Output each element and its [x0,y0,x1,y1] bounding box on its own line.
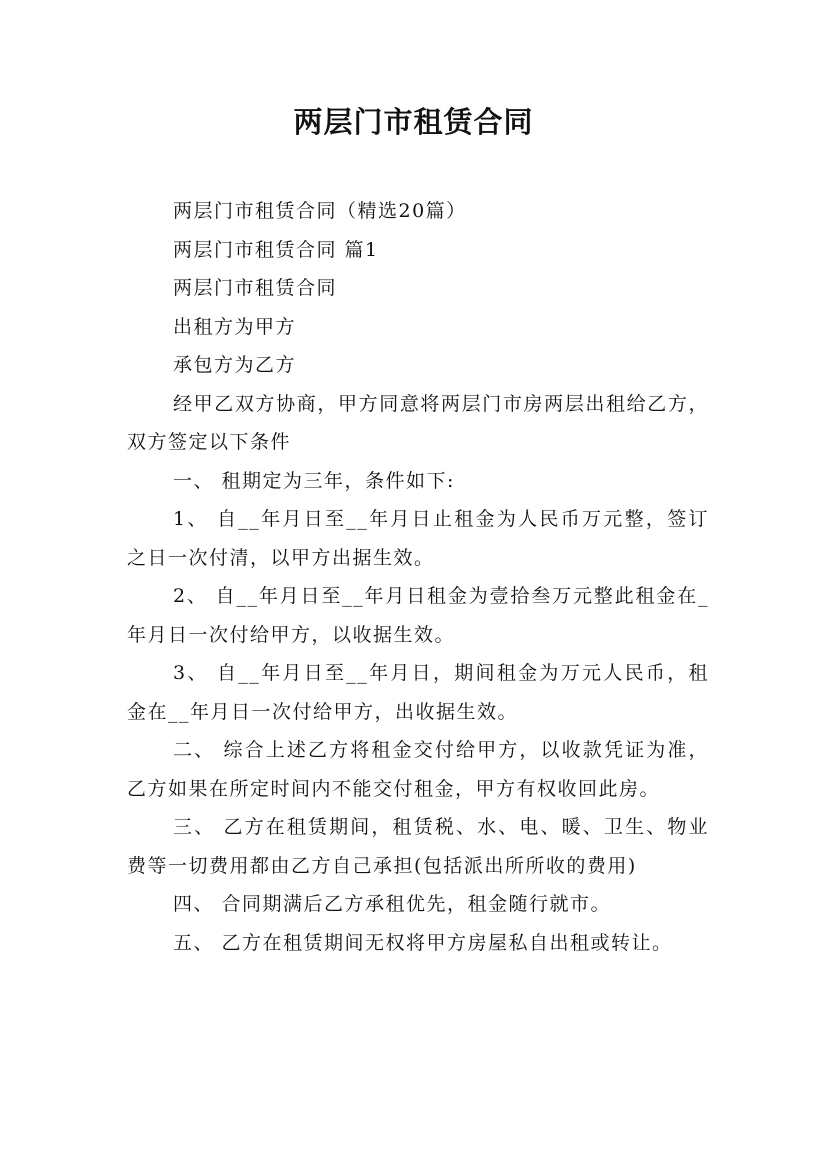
paragraph-agreement-intro: 经甲乙双方协商，甲方同意将两层门市房两层出租给乙方，双方签定以下条件 [127,392,709,453]
paragraph-clause-2: 二、 综合上述乙方将租金交付给甲方，以收款凭证为准，乙方如果在所定时间内不能交付租金，甲方有权收回此房。 [127,739,709,800]
paragraph-clause-3: 三、 乙方在租赁期间，租赁税、水、电、暖、卫生、物业费等一切费用都由乙方自己承担(包括派出所所收的费用) [127,816,709,877]
paragraph-lessee: 承包方为乙方 [173,354,297,376]
paragraph-chapter-heading: 两层门市租赁合同 篇1 [173,238,379,261]
document-body [127,192,709,962]
paragraph-lessor: 出租方为甲方 [173,315,297,338]
paragraph-contract-name: 两层门市租赁合同 [173,277,338,299]
paragraph-clause-1-item-2: 2、 自__年月日至__年月日租金为壹拾叁万元整此租金在_年月日一次付给甲方，以收据生效。 [127,585,709,646]
paragraph-collection-title: 两层门市租赁合同（精选20篇） [173,200,467,222]
paragraph-clause-1-item-1: 1、 自__年月日至__年月日止租金为人民币万元整，签订之日一次付清，以甲方出据生效。 [127,508,709,569]
paragraph-clause-5: 五、 乙方在租赁期间无权将甲方房屋私自出租或转让。 [173,931,673,954]
paragraph-clause-1: 一、 租期定为三年，条件如下: [173,469,455,492]
paragraph-clause-1-item-3: 3、 自__年月日至__年月日，期间租金为万元人民币，租金在__年月日一次付给甲方，出收据生效。 [127,662,709,723]
paragraph-clause-4: 四、 合同期满后乙方承租优先，租金随行就市。 [173,893,612,915]
document-title: 两层门市租赁合同 [293,105,534,139]
